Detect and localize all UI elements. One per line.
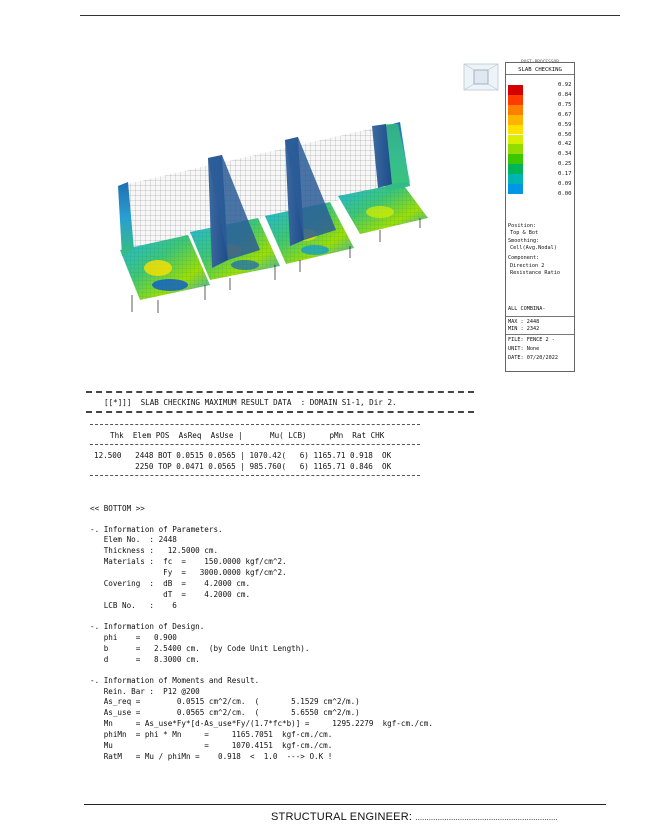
report-heading-border [86,411,474,414]
moment-rein-bar: Rein. Bar : P12 @200 [90,687,200,696]
view-cube-icon[interactable] [462,62,500,92]
legend-level-label: 0.67 [558,111,572,118]
legend-swatch [508,174,523,184]
param-fc: Materials : fc = 150.0000 kgf/cm^2. [90,557,287,566]
design-d: d = 8.3000 cm. [90,655,200,664]
legend-swatch [508,105,523,115]
legend-level-label: 0.00 [558,190,572,197]
legend-level-label: 0.34 [558,151,572,158]
legend-level-label: 0.84 [558,91,572,98]
param-dt: dT = 4.2000 cm. [90,590,251,599]
legend-component-value2: Resistance Ratio [510,270,560,276]
footer-dots: ................................................................ [415,813,558,822]
param-db: Covering : dB = 4.2000 cm. [90,579,251,588]
legend-smoothing-value: Cell(Avg.Nodal) [510,245,557,251]
moment-mn: Mn = As_use*Fy*[d-As_use*Fy/(1.7*fc*b)] = 1295.2279 kgf-cm./cm. [90,719,433,728]
footer-rule [84,804,606,805]
legend-swatch [508,115,523,125]
moment-ratm: RatM = Mu / phiMn = 0.918 < 1.0 ---> O.K ! [90,752,333,761]
legend-combo: ALL COMBINA- [508,306,546,312]
legend-max: MAX : 2448 [508,319,540,325]
legend-swatch [508,164,523,174]
legend-date: DATE: 07/20/2022 [508,355,558,361]
param-thickness: Thickness : 12.5000 cm. [90,546,219,555]
table-row-1: 12.500 2448 BOT 0.0515 0.0565 | 1070.42( 6) 1165.71 0.918 OK [94,451,392,460]
table-header-rule [90,444,420,445]
legend-swatch [508,125,523,135]
param-elem: Elem No. : 2448 [90,535,177,544]
legend-component-value1: Direction 2 [510,263,545,269]
footer-label: STRUCTURAL ENGINEER: [271,811,413,823]
legend-file: FILE: FENCE 2 - [508,337,555,343]
report-heading: [[*]]] SLAB CHECKING MAXIMUM RESULT DATA : DOMAIN S1-1, Dir 2. [104,398,397,407]
param-fy: Fy = 3000.0000 kgf/cm^2. [90,568,287,577]
legend-position-value: Top & Bot [510,230,539,236]
legend-swatch [508,135,523,145]
legend-level-label: 0.75 [558,101,572,108]
legend-min: MIN : 2342 [508,326,540,332]
table-bottom-rule [90,475,420,476]
legend-level-label: 0.17 [558,171,572,178]
legend-component-label: Component: [508,255,540,261]
legend-swatch [508,184,523,194]
moment-as-req: As_req = 0.0515 cm^2/cm. ( 5.1529 cm^2/m.) [90,697,360,706]
legend-swatch [508,144,523,154]
moment-mu: Mu = 1070.4151 kgf-cm./cm. [90,741,333,750]
table-top-rule [90,424,420,425]
legend-level-label: 0.92 [558,82,572,88]
contour-legend [505,62,575,372]
legend-level-label: 0.42 [558,141,572,148]
legend-position-label: Position: [508,223,537,229]
legend-level-label: 0.59 [558,121,572,128]
moment-phimn: phiMn = phi * Mn = 1165.7051 kgf-cm./cm. [90,730,333,739]
slab-contour-model [110,100,440,315]
legend-title: SLAB CHECKING [506,66,574,75]
legend-swatch [508,95,523,105]
section-bottom: << BOTTOM >> [90,504,145,513]
table-header: Thk Elem POS AsReq AsUse | Mu( LCB) pMn Rat CHK [110,431,385,440]
design-phi: phi = 0.900 [90,633,177,642]
top-rule [80,15,620,16]
footer-signature-line [271,811,558,823]
param-lcb: LCB No. : 6 [90,601,177,610]
moments-title: -. Information of Moments and Result. [90,676,260,685]
table-row-2: 2250 TOP 0.0471 0.0565 | 985.760( 6) 1165.71 0.846 OK [94,462,392,471]
legend-level-label: 0.09 [558,181,572,187]
design-title: -. Information of Design. [90,622,205,631]
legend-swatch [508,154,523,164]
params-title: -. Information of Parameters. [90,525,223,534]
legend-level-label: 0.25 [558,161,572,168]
design-b: b = 2.5400 cm. (by Code Unit Length). [90,644,310,653]
legend-header: POST-PROCESSOR [521,60,559,65]
legend-level-label: 0.50 [558,131,572,138]
report-top-border [86,391,474,394]
legend-swatch [508,85,523,95]
moment-as-use: As_use = 0.0565 cm^2/cm. ( 5.6550 cm^2/m.) [90,708,360,717]
legend-unit: UNIT: None [508,346,540,352]
legend-smoothing-label: Smoothing: [508,238,540,244]
